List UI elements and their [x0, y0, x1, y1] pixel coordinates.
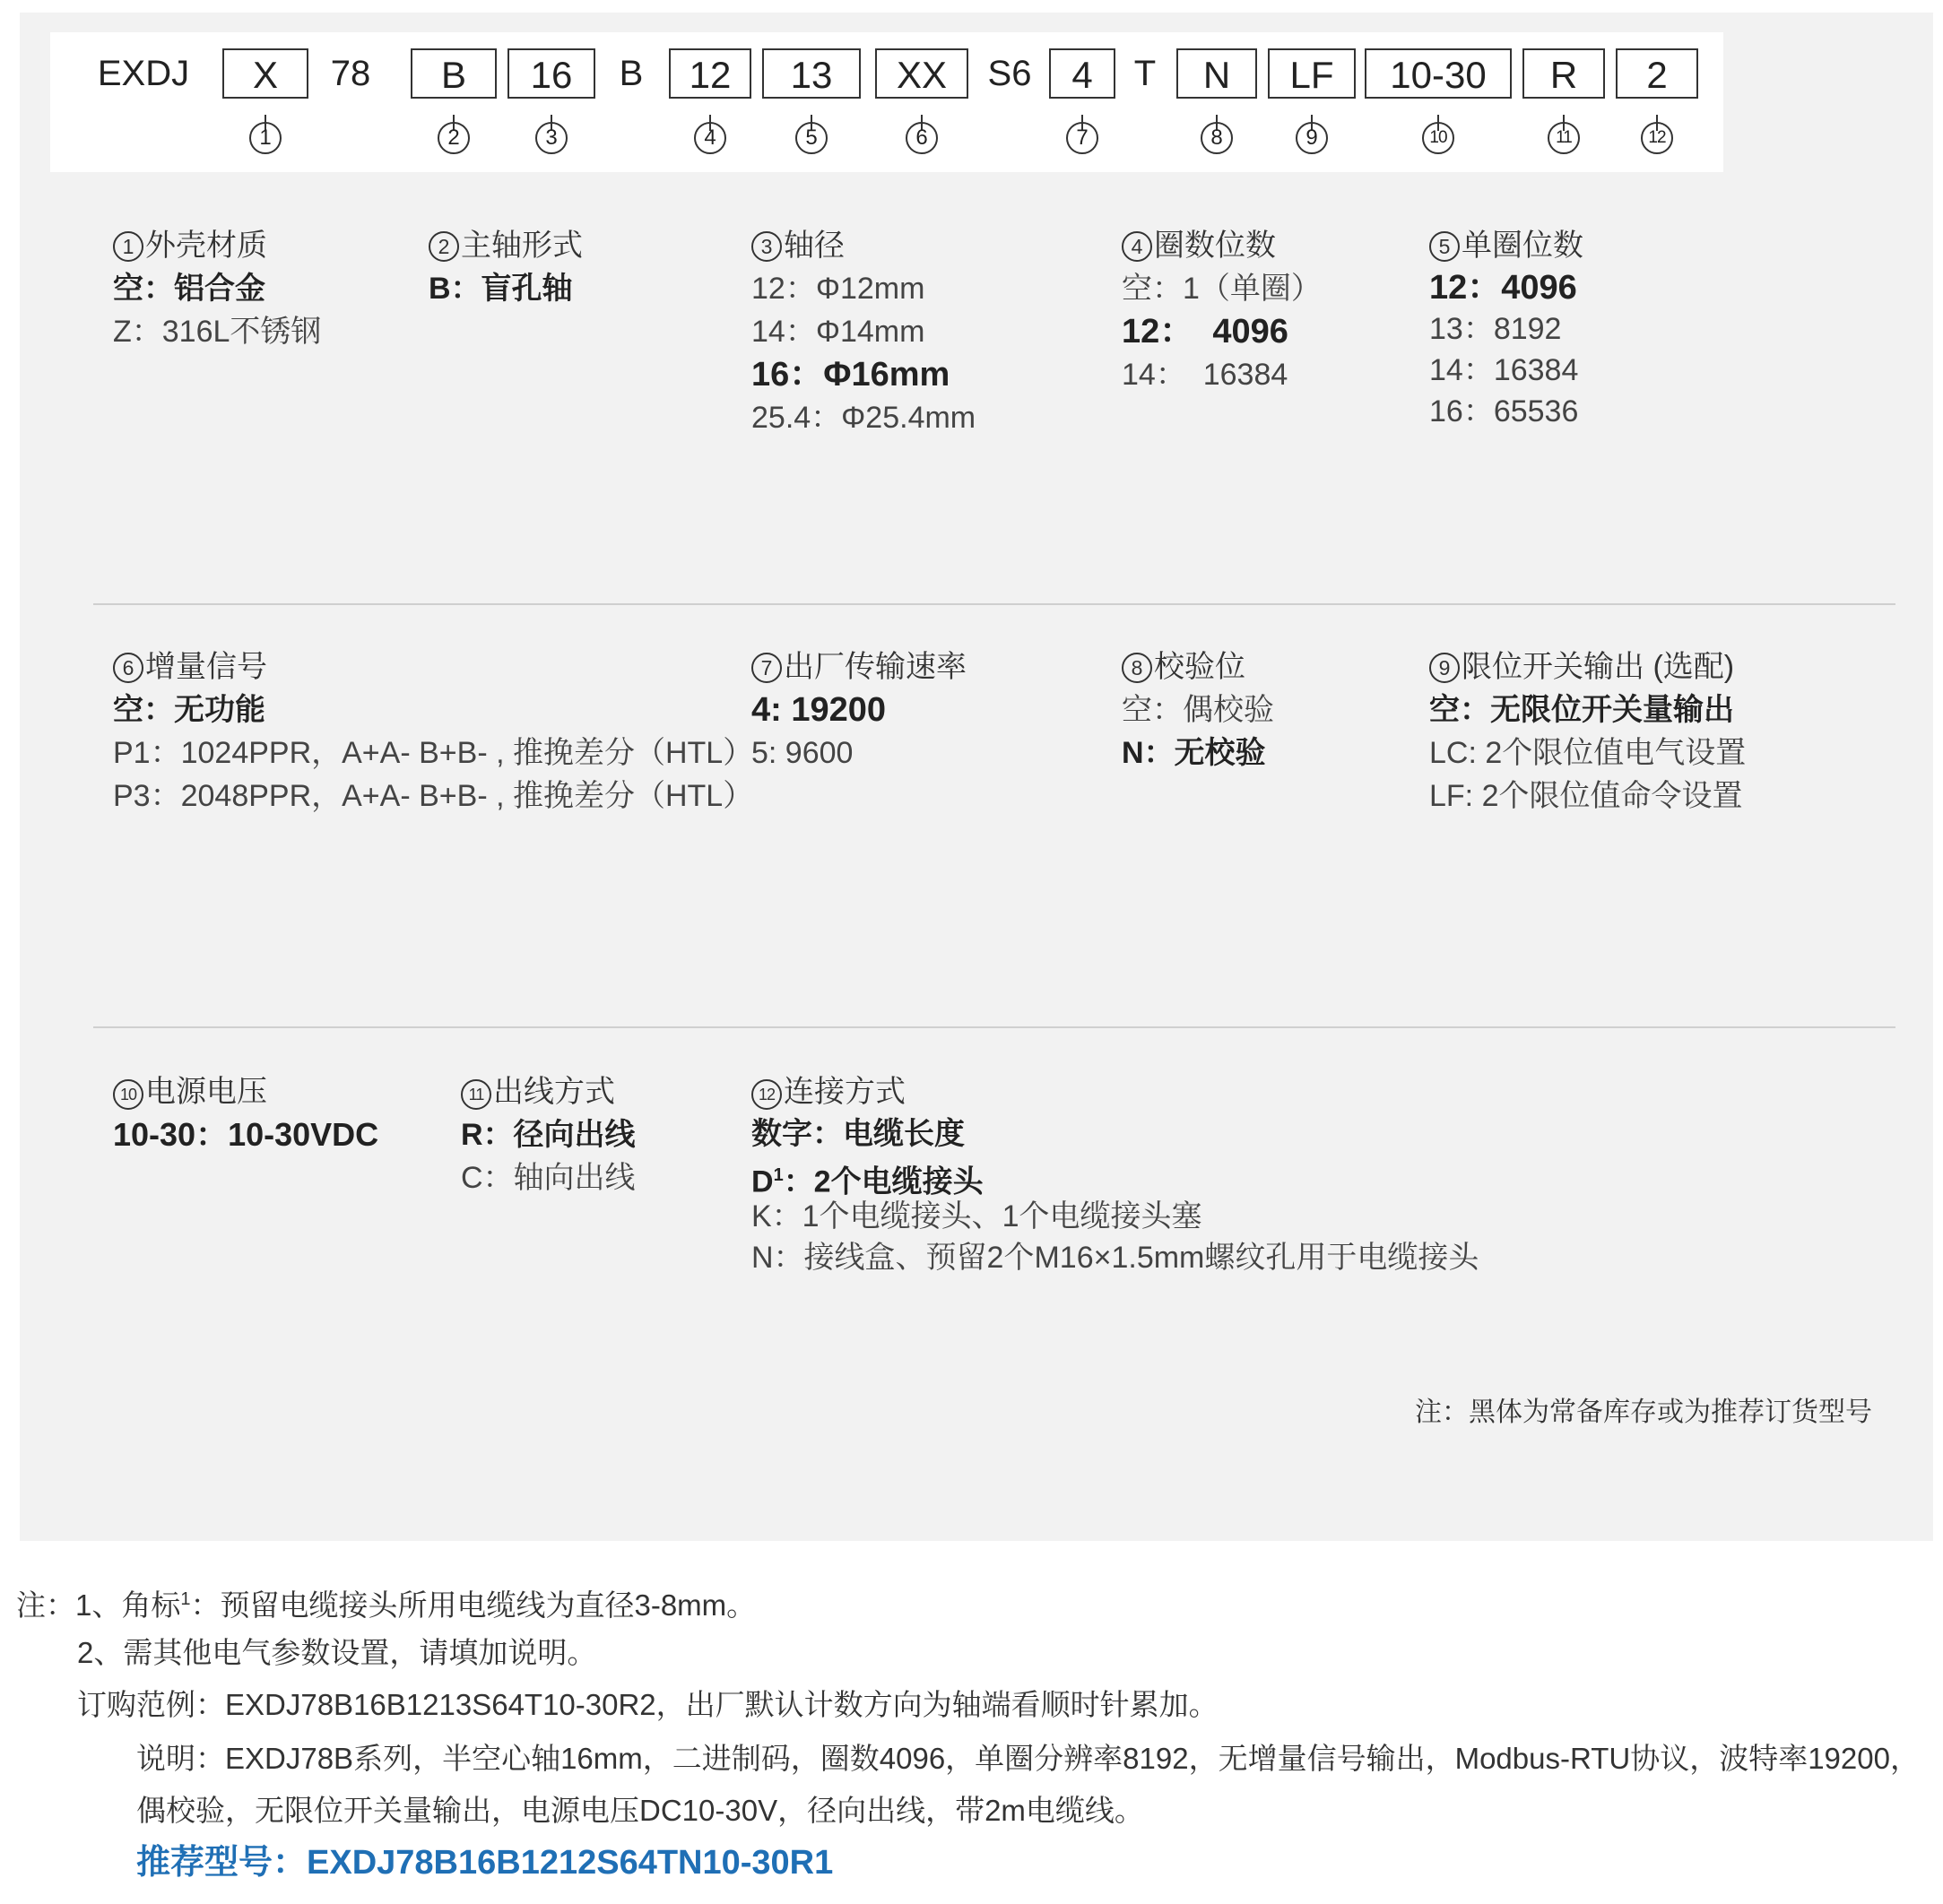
footnote-1	[16, 1579, 756, 1625]
circled-number: 5	[1429, 231, 1460, 262]
option-line: 空：铝合金	[113, 272, 265, 306]
option-line: 14： 16384	[1122, 358, 1288, 392]
callout-number: 4	[694, 122, 726, 154]
divider	[93, 1026, 1895, 1028]
code-fixed-t: T	[1133, 54, 1157, 93]
code-box-baud: 4	[1049, 48, 1115, 99]
code-box-housing: X	[222, 48, 308, 99]
callout-number: 2	[438, 122, 470, 154]
option-line: 5: 9600	[751, 736, 854, 770]
section-shaft-diameter	[751, 224, 976, 439]
circled-number: 6	[113, 653, 143, 683]
option-line: 16：Φ16mm	[751, 356, 950, 394]
section-limit-switch	[1429, 645, 1746, 818]
section-title: 外壳材质	[145, 229, 267, 263]
section-title: 出厂传输速率	[784, 650, 967, 684]
footnote-text: ：预留电缆接头所用电缆线为直径3-8mm。	[190, 1588, 757, 1622]
circled-number: 8	[1122, 653, 1152, 683]
section-single-turn	[1429, 224, 1583, 432]
code-box-shaft-dia: 16	[507, 48, 595, 99]
superscript-marker: 1	[773, 1165, 784, 1185]
footnote-text: 注：1、角标	[16, 1588, 181, 1622]
section-connection	[751, 1070, 1479, 1278]
code-box-connection: 2	[1616, 48, 1698, 99]
code-fixed-b: B	[619, 54, 644, 93]
section-title: 增量信号	[145, 650, 267, 684]
option-line: C：轴向出线	[461, 1161, 636, 1195]
circled-number: 9	[1429, 653, 1460, 683]
circled-number: 12	[751, 1079, 782, 1110]
section-title: 限位开关输出 (选配)	[1462, 650, 1735, 684]
section-title: 出线方式	[493, 1075, 615, 1109]
callout-number: 9	[1296, 122, 1328, 154]
code-series: 78	[330, 54, 371, 93]
option-line: LC: 2个限位值电气设置	[1429, 736, 1747, 770]
option-line: N：接线盒、预留2个M16×1.5mm螺纹孔用于电缆接头	[751, 1241, 1479, 1275]
footnote-2: 2、需其他电气参数设置，请填加说明。	[77, 1636, 597, 1669]
callout-number: 8	[1201, 122, 1233, 154]
circled-number: 10	[113, 1079, 143, 1110]
option-line: 16：65536	[1429, 394, 1579, 428]
circled-number: 2	[429, 231, 459, 262]
option-text: ：2个电缆接头	[783, 1164, 984, 1199]
section-title: 连接方式	[784, 1075, 906, 1109]
option-line: 10-30：10-30VDC	[113, 1116, 379, 1153]
spec-panel	[20, 13, 1933, 1541]
example-description-1: 说明：EXDJ78B系列，半空心轴16mm，二进制码，圈数4096，单圈分辨率8192，无增量信号输出，Modbus-RTU协议，波特率19200，	[136, 1742, 1920, 1775]
option-line: 12：Φ12mm	[751, 272, 925, 306]
option-line: 14：Φ14mm	[751, 315, 925, 349]
section-title: 电源电压	[145, 1075, 267, 1109]
option-line: 空：偶校验	[1122, 693, 1274, 727]
option-line: 13：8192	[1429, 312, 1562, 346]
option-line: 空：无限位开关量输出	[1429, 693, 1734, 727]
section-voltage	[113, 1070, 378, 1156]
option-line: B：盲孔轴	[429, 272, 573, 306]
option-line: 12：4096	[1429, 269, 1577, 307]
circled-number: 3	[751, 231, 782, 262]
recommended-model: 推荐型号：EXDJ78B16B1212S64TN10-30R1	[136, 1844, 834, 1882]
option-line: 空：1（单圈）	[1122, 272, 1322, 306]
option-line: 数字：电缆长度	[751, 1117, 965, 1151]
section-title: 轴径	[784, 229, 845, 263]
option-line: 25.4：Φ25.4mm	[751, 401, 976, 435]
option-line: K：1个电缆接头、1个电缆接头塞	[751, 1199, 1202, 1233]
option-line: R：径向出线	[461, 1118, 636, 1152]
section-parity	[1122, 645, 1274, 775]
callout-number: 7	[1066, 122, 1098, 154]
section-title: 圈数位数	[1154, 229, 1276, 263]
callout-number: 3	[535, 122, 568, 154]
option-line: 14：16384	[1429, 353, 1579, 387]
option-code: D	[751, 1164, 774, 1199]
example-description-2: 偶校验，无限位开关量输出，电源电压DC10-30V，径向出线，带2m电缆线。	[136, 1794, 1144, 1827]
superscript-marker: 1	[180, 1589, 191, 1609]
code-box-shaft-type: B	[411, 48, 497, 99]
code-box-single-turn: 13	[762, 48, 861, 99]
section-title: 单圈位数	[1462, 229, 1583, 263]
bold-legend-note: 注：黑体为常备库存或为推荐订货型号	[1415, 1398, 1872, 1427]
option-line: P1：1024PPR，A+A- B+B- , 推挽差分（HTL）	[113, 736, 754, 770]
section-outlet	[461, 1070, 636, 1199]
section-baud-rate	[751, 645, 967, 775]
code-box-incremental: XX	[875, 48, 968, 99]
callout-number: 11	[1548, 122, 1580, 154]
option-line: 4: 19200	[751, 691, 887, 729]
option-line: P3：2048PPR，A+A- B+B- , 推挽差分（HTL）	[113, 779, 754, 813]
option-line	[751, 1155, 1479, 1199]
section-title: 主轴形式	[461, 229, 583, 263]
code-box-parity: N	[1176, 48, 1257, 99]
code-box-limit: LF	[1268, 48, 1356, 99]
option-line: 空：无功能	[113, 693, 265, 727]
section-incremental	[113, 645, 753, 818]
callout-number: 6	[906, 122, 938, 154]
circled-number: 11	[461, 1079, 491, 1110]
code-box-outlet: R	[1522, 48, 1605, 99]
callout-number: 1	[249, 122, 282, 154]
circled-number: 4	[1122, 231, 1152, 262]
circled-number: 1	[113, 231, 143, 262]
model-code-diagram	[50, 32, 1723, 172]
option-line: Z：316L不锈钢	[113, 315, 322, 349]
section-shaft-type	[429, 224, 583, 310]
circled-number: 7	[751, 653, 782, 683]
section-turns	[1122, 224, 1322, 396]
divider	[93, 603, 1895, 605]
callout-number: 12	[1641, 122, 1673, 154]
option-line: 12： 4096	[1122, 313, 1288, 351]
order-example: 订购范例：EXDJ78B16B1213S64T10-30R2，出厂默认计数方向为轴端看顺时针累加。	[77, 1688, 1219, 1721]
section-housing	[113, 224, 321, 353]
code-box-turns: 12	[669, 48, 751, 99]
callout-number: 5	[795, 122, 828, 154]
section-title: 校验位	[1154, 650, 1245, 684]
callout-number: 10	[1422, 122, 1454, 154]
code-fixed-s6: S6	[987, 54, 1032, 93]
code-prefix: EXDJ	[97, 54, 190, 93]
option-line: N：无校验	[1122, 736, 1266, 770]
option-line: LF: 2个限位值命令设置	[1429, 779, 1743, 813]
code-box-voltage: 10-30	[1365, 48, 1512, 99]
